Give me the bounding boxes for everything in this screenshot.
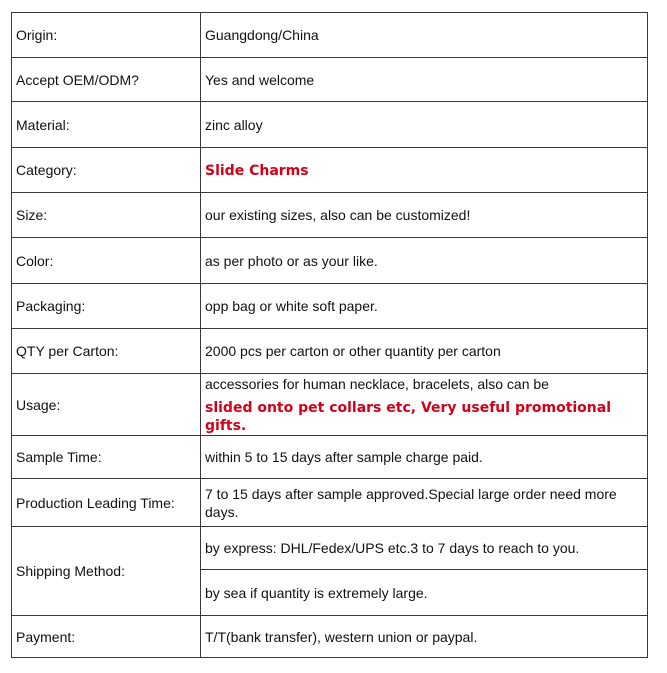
origin-value: Guangdong/China bbox=[201, 13, 648, 58]
row-material bbox=[12, 102, 648, 148]
row-size bbox=[12, 193, 648, 238]
size-value: our existing sizes, also can be customized! bbox=[201, 193, 648, 238]
payment-value: T/T(bank transfer), western union or paypal. bbox=[201, 616, 648, 658]
packaging-label: Packaging: bbox=[12, 284, 201, 329]
sample-time-value: within 5 to 15 days after sample charge paid. bbox=[201, 436, 648, 479]
qty-per-carton-label: QTY per Carton: bbox=[12, 329, 201, 374]
product-spec-table bbox=[11, 12, 648, 658]
origin-label: Origin: bbox=[12, 13, 201, 58]
sample-time-label: Sample Time: bbox=[12, 436, 201, 479]
packaging-value: opp bag or white soft paper. bbox=[201, 284, 648, 329]
material-value: zinc alloy bbox=[201, 102, 648, 148]
category-label: Category: bbox=[12, 148, 201, 193]
row-payment bbox=[12, 616, 648, 658]
size-label: Size: bbox=[12, 193, 201, 238]
shipping-express-value: by express: DHL/Fedex/UPS etc.3 to 7 days to reach to you. bbox=[201, 527, 648, 570]
usage-value-cell bbox=[201, 374, 648, 436]
row-qty-per-carton bbox=[12, 329, 648, 374]
row-oem-odm bbox=[12, 58, 648, 102]
production-leading-time-value: 7 to 15 days after sample approved.Special large order need more days. bbox=[201, 479, 648, 527]
color-value: as per photo or as your like. bbox=[201, 238, 648, 284]
row-usage bbox=[12, 374, 648, 436]
qty-per-carton-value: 2000 pcs per carton or other quantity per carton bbox=[201, 329, 648, 374]
row-shipping-express bbox=[12, 527, 648, 570]
row-category bbox=[12, 148, 648, 193]
row-color bbox=[12, 238, 648, 284]
row-origin bbox=[12, 13, 648, 58]
category-value-cell bbox=[201, 148, 648, 193]
usage-value-line1: accessories for human necklace, bracelets, also can be bbox=[205, 375, 549, 392]
shipping-sea-value: by sea if quantity is extremely large. bbox=[201, 570, 648, 616]
row-packaging bbox=[12, 284, 648, 329]
category-value: Slide Charms bbox=[205, 162, 309, 179]
material-label: Material: bbox=[12, 102, 201, 148]
color-label: Color: bbox=[12, 238, 201, 284]
usage-value-line2: slided onto pet collars etc, Very useful promotional gifts. bbox=[205, 399, 612, 434]
oem-odm-value: Yes and welcome bbox=[201, 58, 648, 102]
usage-label: Usage: bbox=[12, 374, 201, 436]
oem-odm-label: Accept OEM/ODM? bbox=[12, 58, 201, 102]
shipping-method-label: Shipping Method: bbox=[12, 527, 201, 616]
row-sample-time bbox=[12, 436, 648, 479]
production-leading-time-label: Production Leading Time: bbox=[12, 479, 201, 527]
row-production-leading-time bbox=[12, 479, 648, 527]
payment-label: Payment: bbox=[12, 616, 201, 658]
